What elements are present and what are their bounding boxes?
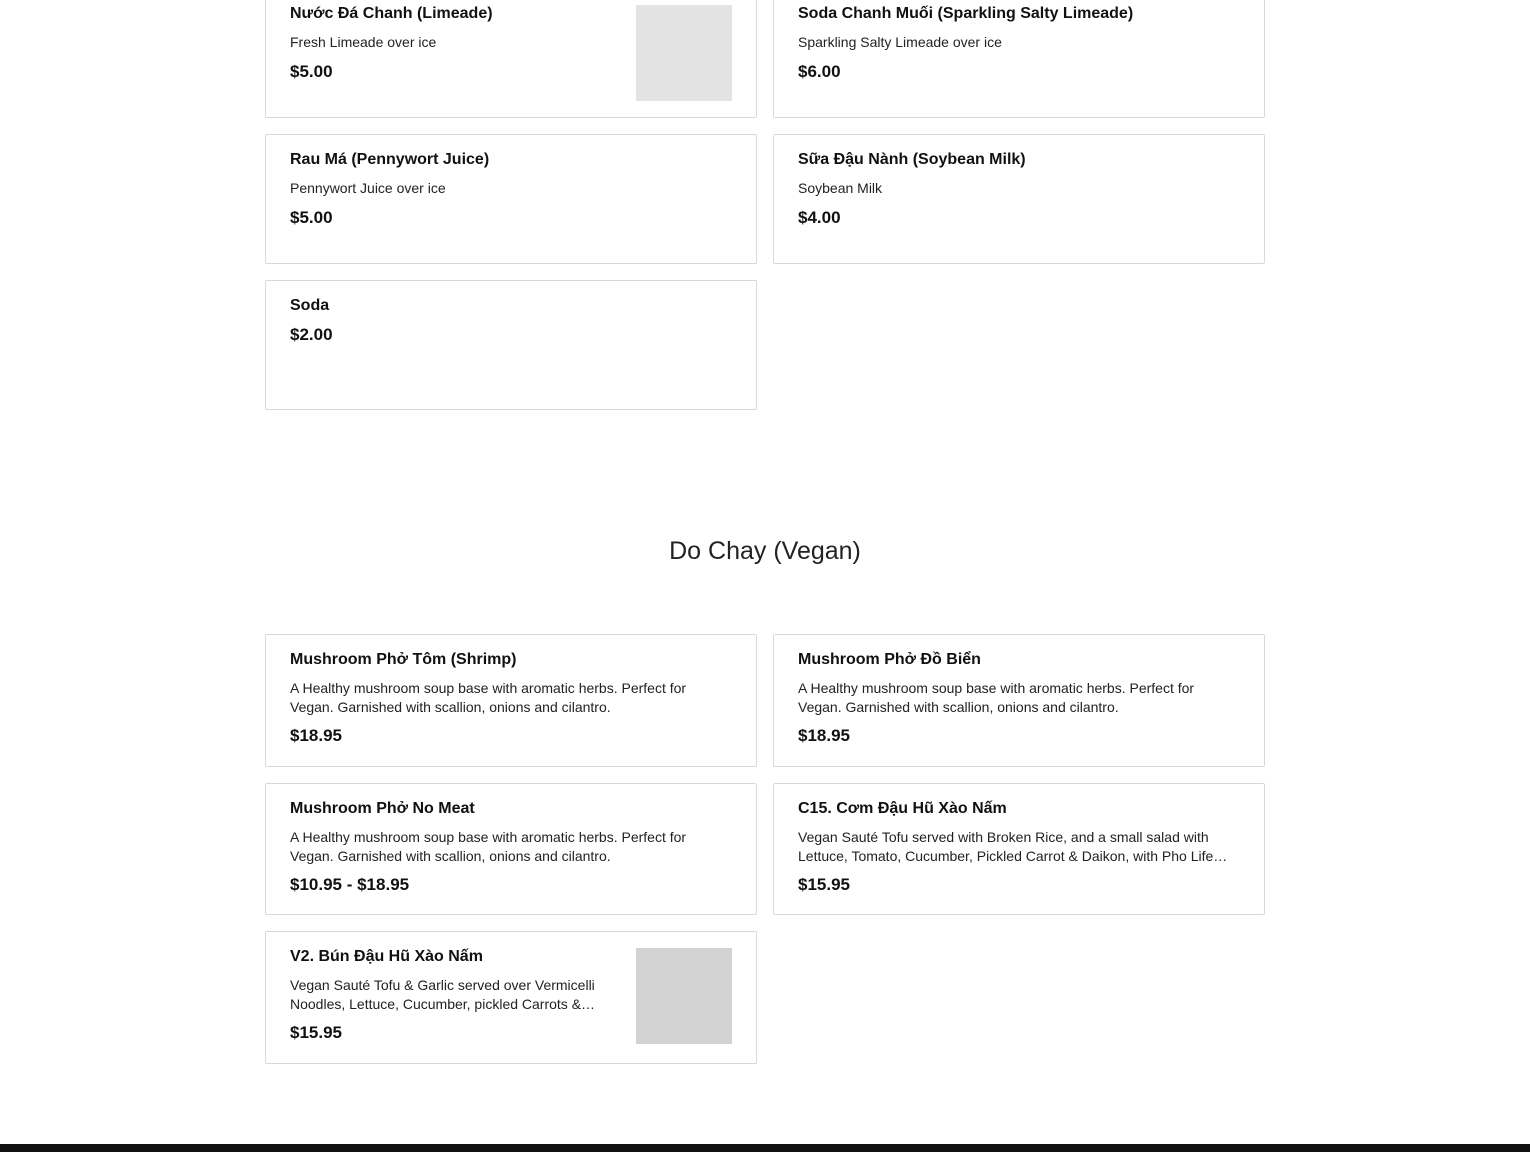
menu-item-card[interactable] [265, 0, 757, 118]
item-price: $5.00 [290, 61, 333, 81]
item-price: $5.00 [290, 207, 333, 227]
menu-item-card[interactable] [265, 931, 757, 1064]
item-price: $15.95 [798, 875, 850, 894]
item-name: Mushroom Phở Tôm (Shrimp) [290, 651, 517, 668]
menu-item-card[interactable] [265, 783, 757, 915]
item-name: Sữa Đậu Nành (Soybean Milk) [798, 151, 1026, 168]
menu-item-card[interactable] [773, 634, 1265, 767]
item-name: Mushroom Phở Đồ Biển [798, 651, 981, 668]
menu-item-card[interactable] [265, 634, 757, 767]
vegan-grid [265, 634, 1265, 1064]
item-description: Sparkling Salty Limeade over ice [798, 34, 1002, 50]
item-image-placeholder [636, 5, 732, 101]
item-description: Soybean Milk [798, 180, 883, 196]
item-price: $6.00 [798, 61, 841, 81]
item-price: $18.95 [290, 726, 342, 745]
menu-item-card[interactable] [265, 134, 757, 264]
item-name: Rau Má (Pennywort Juice) [290, 151, 490, 168]
item-name: Nước Đá Chanh (Limeade) [290, 5, 493, 22]
menu-item-card[interactable] [773, 783, 1265, 915]
item-description: A Healthy mushroom soup base with aromatic herbs. Perfect for Vegan. Garnished with scallion, onions and cilantro. [290, 829, 687, 864]
item-price: $18.95 [798, 726, 850, 745]
item-price: $10.95 - $18.95 [290, 875, 410, 894]
item-price: $15.95 [290, 1023, 342, 1042]
menu-item-card[interactable] [773, 134, 1265, 264]
item-name: V2. Bún Đậu Hũ Xào Nấm [290, 948, 483, 965]
item-name: Soda [290, 297, 330, 314]
item-description: Fresh Limeade over ice [290, 34, 437, 50]
item-price: $4.00 [798, 207, 841, 227]
item-description: Vegan Sauté Tofu served with Broken Rice, and a small salad with Lettuce, Tomato, Cucumber, Pickled Carrot & Daikon, with Pho Life… [798, 829, 1228, 864]
item-description: Vegan Sauté Tofu & Garlic served over Vermicelli Noodles, Lettuce, Cucumber, pickled Carrots &… [290, 977, 596, 1012]
item-description: Pennywort Juice over ice [290, 180, 446, 196]
item-name: C15. Cơm Đậu Hũ Xào Nấm [798, 800, 1007, 817]
item-description: A Healthy mushroom soup base with aromatic herbs. Perfect for Vegan. Garnished with scallion, onions and cilantro. [290, 680, 687, 715]
section-title: Do Chay (Vegan) [669, 537, 861, 565]
menu-item-card[interactable] [773, 0, 1265, 118]
item-image-placeholder [636, 948, 732, 1044]
item-name: Soda Chanh Muối (Sparkling Salty Limeade) [798, 5, 1134, 22]
item-description: A Healthy mushroom soup base with aromatic herbs. Perfect for Vegan. Garnished with scallion, onions and cilantro. [798, 680, 1195, 715]
footer-bar [0, 1144, 1530, 1152]
item-name: Mushroom Phở No Meat [290, 800, 475, 817]
drinks-grid [265, 0, 1265, 410]
item-price: $2.00 [290, 325, 333, 344]
menu-item-card[interactable] [265, 280, 757, 410]
